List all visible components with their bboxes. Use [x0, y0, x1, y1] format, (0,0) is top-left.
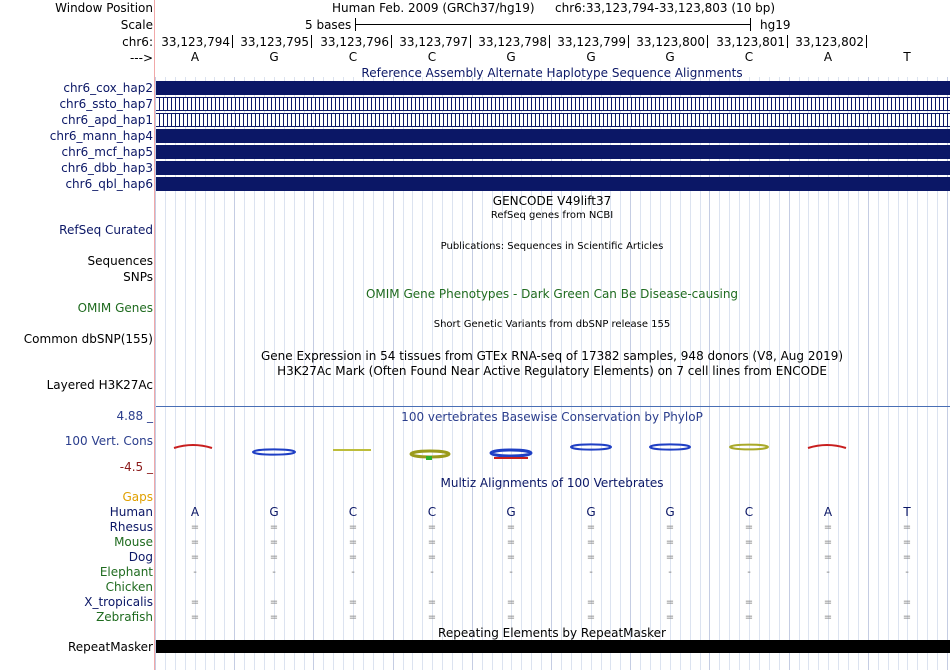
alignment-mark: =: [823, 597, 833, 608]
logo-G-5: [491, 450, 531, 456]
conservation-max: 4.88 _: [116, 409, 153, 423]
alignment-base: C: [744, 505, 754, 519]
alignment-base: C: [348, 505, 358, 519]
alignment-mark: =: [902, 612, 912, 623]
alignment-mark: =: [823, 537, 833, 548]
alignment-mark: =: [348, 522, 358, 533]
assembly-title: Human Feb. 2009 (GRCh37/hg19): [332, 1, 535, 15]
alignment-mark: -: [905, 567, 909, 578]
logo-G-6: [571, 444, 611, 449]
alignment-mark: =: [269, 552, 279, 563]
alignment-mark: =: [427, 522, 437, 533]
alignment-base: G: [506, 505, 516, 519]
alignment-mark: =: [744, 522, 754, 533]
hap-bar-dbb[interactable]: [156, 161, 950, 175]
alignment-base: G: [269, 505, 279, 519]
base-letter: A: [823, 50, 833, 64]
hap-label-dbb[interactable]: chr6_dbb_hap3: [61, 161, 153, 175]
haplotype-track-title[interactable]: Reference Assembly Alternate Haplotype Sequence Alignments: [361, 66, 743, 80]
alignment-mark: =: [902, 597, 912, 608]
alignment-mark: =: [348, 612, 358, 623]
coordinate-tick: [866, 35, 867, 48]
window-position-label: Window Position: [55, 1, 153, 15]
omim-genes-label[interactable]: OMIM Genes: [77, 301, 153, 315]
alignment-mark: -: [193, 567, 197, 578]
hap-label-mann[interactable]: chr6_mann_hap4: [49, 129, 153, 143]
alignment-base: A: [823, 505, 833, 519]
hap-label-mcf[interactable]: chr6_mcf_hap5: [61, 145, 153, 159]
alignment-base: G: [586, 505, 596, 519]
alignment-mark: =: [506, 597, 516, 608]
position-range: chr6:33,123,794-33,123,803 (10 bp): [555, 1, 776, 15]
alignment-mark: =: [902, 537, 912, 548]
logo-A-1: [174, 445, 212, 448]
base-letter: C: [348, 50, 358, 64]
alignment-mark: =: [665, 552, 675, 563]
scale-bar-text: 5 bases: [305, 18, 352, 32]
base-letter: G: [665, 50, 675, 64]
hap-label-qbl[interactable]: chr6_qbl_hap6: [65, 177, 153, 191]
species-label[interactable]: Human: [109, 505, 153, 519]
alignment-mark: =: [427, 597, 437, 608]
hap-label-ssto[interactable]: chr6_ssto_hap7: [59, 97, 153, 111]
repeatmasker-label[interactable]: RepeatMasker: [67, 640, 153, 654]
alignment-mark: =: [427, 612, 437, 623]
hap-bar-cox[interactable]: [156, 81, 950, 95]
refseq-title[interactable]: RefSeq genes from NCBI: [490, 210, 614, 221]
hap-bar-mcf[interactable]: [156, 145, 950, 159]
alignment-mark: =: [506, 537, 516, 548]
strand-label: --->: [129, 51, 153, 65]
alignment-mark: =: [348, 552, 358, 563]
conservation-min: -4.5 _: [119, 460, 153, 474]
alignment-mark: =: [586, 522, 596, 533]
base-letter: G: [269, 50, 279, 64]
alignment-mark: =: [427, 537, 437, 548]
alignment-mark: =: [269, 522, 279, 533]
alignment-mark: =: [190, 522, 200, 533]
coordinate-label: 33,123,800: [636, 35, 705, 49]
species-label[interactable]: X_tropicalis: [84, 595, 153, 609]
alignment-mark: =: [744, 552, 754, 563]
repeatmasker-title[interactable]: Repeating Elements by RepeatMasker: [438, 626, 666, 640]
scale-bar-right-tick: [750, 18, 751, 31]
coordinate-label: 33,123,796: [320, 35, 389, 49]
dbsnp-label[interactable]: Common dbSNP(155): [23, 332, 153, 346]
conservation-track-label[interactable]: 100 Vert. Cons: [64, 434, 153, 448]
species-label[interactable]: Mouse: [114, 535, 153, 549]
alignment-mark: =: [269, 597, 279, 608]
coordinate-label: 33,123,795: [240, 35, 309, 49]
species-label[interactable]: Elephant: [99, 565, 153, 579]
snps-label[interactable]: SNPs: [123, 270, 153, 284]
alignment-mark: -: [272, 567, 276, 578]
conservation-title[interactable]: 100 vertebrates Basewise Conservation by PhyloP: [401, 410, 703, 424]
species-label[interactable]: Zebrafish: [96, 610, 153, 624]
scale-bar-left-tick: [355, 18, 356, 31]
alignment-mark: =: [190, 537, 200, 548]
hap-bar-ssto[interactable]: [156, 97, 950, 111]
alignment-mark: =: [348, 537, 358, 548]
alignment-mark: -: [509, 567, 513, 578]
alignment-mark: =: [823, 612, 833, 623]
alignment-mark: =: [586, 552, 596, 563]
sequences-label[interactable]: Sequences: [87, 254, 153, 268]
alignment-mark: =: [744, 597, 754, 608]
hap-bar-apd[interactable]: [156, 113, 950, 127]
logo-C-8: [730, 445, 768, 450]
base-letter: C: [744, 50, 754, 64]
alignment-mark: =: [190, 597, 200, 608]
alignment-base: T: [903, 505, 911, 519]
alignment-mark: =: [427, 552, 437, 563]
chrom-label: chr6:: [122, 35, 153, 49]
multiz-title[interactable]: Multiz Alignments of 100 Vertebrates: [440, 476, 664, 490]
alignment-mark: =: [348, 597, 358, 608]
alignment-base: G: [665, 505, 675, 519]
base-letter: C: [427, 50, 437, 64]
coordinate-label: 33,123,794: [161, 35, 230, 49]
alignment-mark: =: [190, 612, 200, 623]
scale-label: Scale: [120, 18, 153, 32]
hap-bar-mann[interactable]: [156, 129, 950, 143]
alignment-mark: -: [589, 567, 593, 578]
alignment-mark: =: [269, 537, 279, 548]
species-label[interactable]: Chicken: [105, 580, 153, 594]
gtex-title[interactable]: Gene Expression in 54 tissues from GTEx RNA-seq of 17382 samples, 948 donors (V8, Aug 2019): [260, 349, 844, 363]
gencode-title[interactable]: GENCODE V49lift37: [492, 194, 612, 208]
alignment-base: A: [190, 505, 200, 519]
hap-label-apd[interactable]: chr6_apd_hap1: [61, 113, 153, 127]
alignment-mark: =: [902, 522, 912, 533]
h3k27ac-title[interactable]: H3K27Ac Mark (Often Found Near Active Regulatory Elements) on 7 cell lines from ENCODE: [277, 364, 827, 378]
repeatmasker-bar[interactable]: [156, 640, 950, 653]
alignment-mark: -: [430, 567, 434, 578]
logo-A-9: [808, 445, 846, 448]
logo-G-7: [650, 444, 690, 449]
alignment-mark: =: [665, 522, 675, 533]
species-label[interactable]: Rhesus: [109, 520, 153, 534]
alignment-base: C: [427, 505, 437, 519]
dbsnp-title[interactable]: Short Genetic Variants from dbSNP release 155: [433, 319, 671, 330]
alignment-mark: =: [744, 612, 754, 623]
coordinate-label: 33,123,798: [478, 35, 547, 49]
alignment-mark: =: [823, 522, 833, 533]
alignment-mark: =: [586, 537, 596, 548]
alignment-mark: =: [269, 612, 279, 623]
alignment-mark: =: [665, 537, 675, 548]
coordinate-label: 33,123,797: [399, 35, 468, 49]
coordinate-label: 33,123,802: [795, 35, 864, 49]
conservation-separator: [156, 406, 950, 407]
base-letter: G: [586, 50, 596, 64]
logo-G-2: [253, 449, 295, 454]
alignment-mark: -: [668, 567, 672, 578]
gaps-label[interactable]: Gaps: [122, 490, 153, 504]
coordinate-label: 33,123,799: [557, 35, 626, 49]
hap-label-cox[interactable]: chr6_cox_hap2: [63, 81, 153, 95]
h3k27ac-label[interactable]: Layered H3K27Ac: [46, 378, 153, 392]
base-letter: G: [506, 50, 516, 64]
alignment-mark: =: [665, 612, 675, 623]
alignment-mark: =: [506, 552, 516, 563]
base-letter: A: [190, 50, 200, 64]
alignment-mark: -: [351, 567, 355, 578]
refseq-curated-label[interactable]: RefSeq Curated: [59, 223, 153, 237]
species-label[interactable]: Dog: [128, 550, 153, 564]
alignment-mark: =: [586, 612, 596, 623]
alignment-mark: -: [747, 567, 751, 578]
alignment-mark: =: [902, 552, 912, 563]
hap-bar-qbl[interactable]: [156, 177, 950, 191]
alignment-mark: =: [506, 612, 516, 623]
scale-db: hg19: [760, 18, 791, 32]
alignment-mark: =: [744, 537, 754, 548]
alignment-mark: =: [665, 597, 675, 608]
alignment-mark: =: [506, 522, 516, 533]
alignment-mark: =: [586, 597, 596, 608]
omim-title[interactable]: OMIM Gene Phenotypes - Dark Green Can Be Disease-causing: [365, 287, 739, 301]
alignment-mark: -: [826, 567, 830, 578]
conservation-logo: [156, 438, 950, 464]
coordinate-label: 33,123,801: [716, 35, 785, 49]
base-letter: T: [903, 50, 911, 64]
publications-title[interactable]: Publications: Sequences in Scientific Articles: [440, 241, 664, 252]
scale-bar: [355, 24, 751, 25]
logo-C-4-dot: [426, 456, 432, 460]
alignment-mark: =: [190, 552, 200, 563]
alignment-mark: =: [823, 552, 833, 563]
